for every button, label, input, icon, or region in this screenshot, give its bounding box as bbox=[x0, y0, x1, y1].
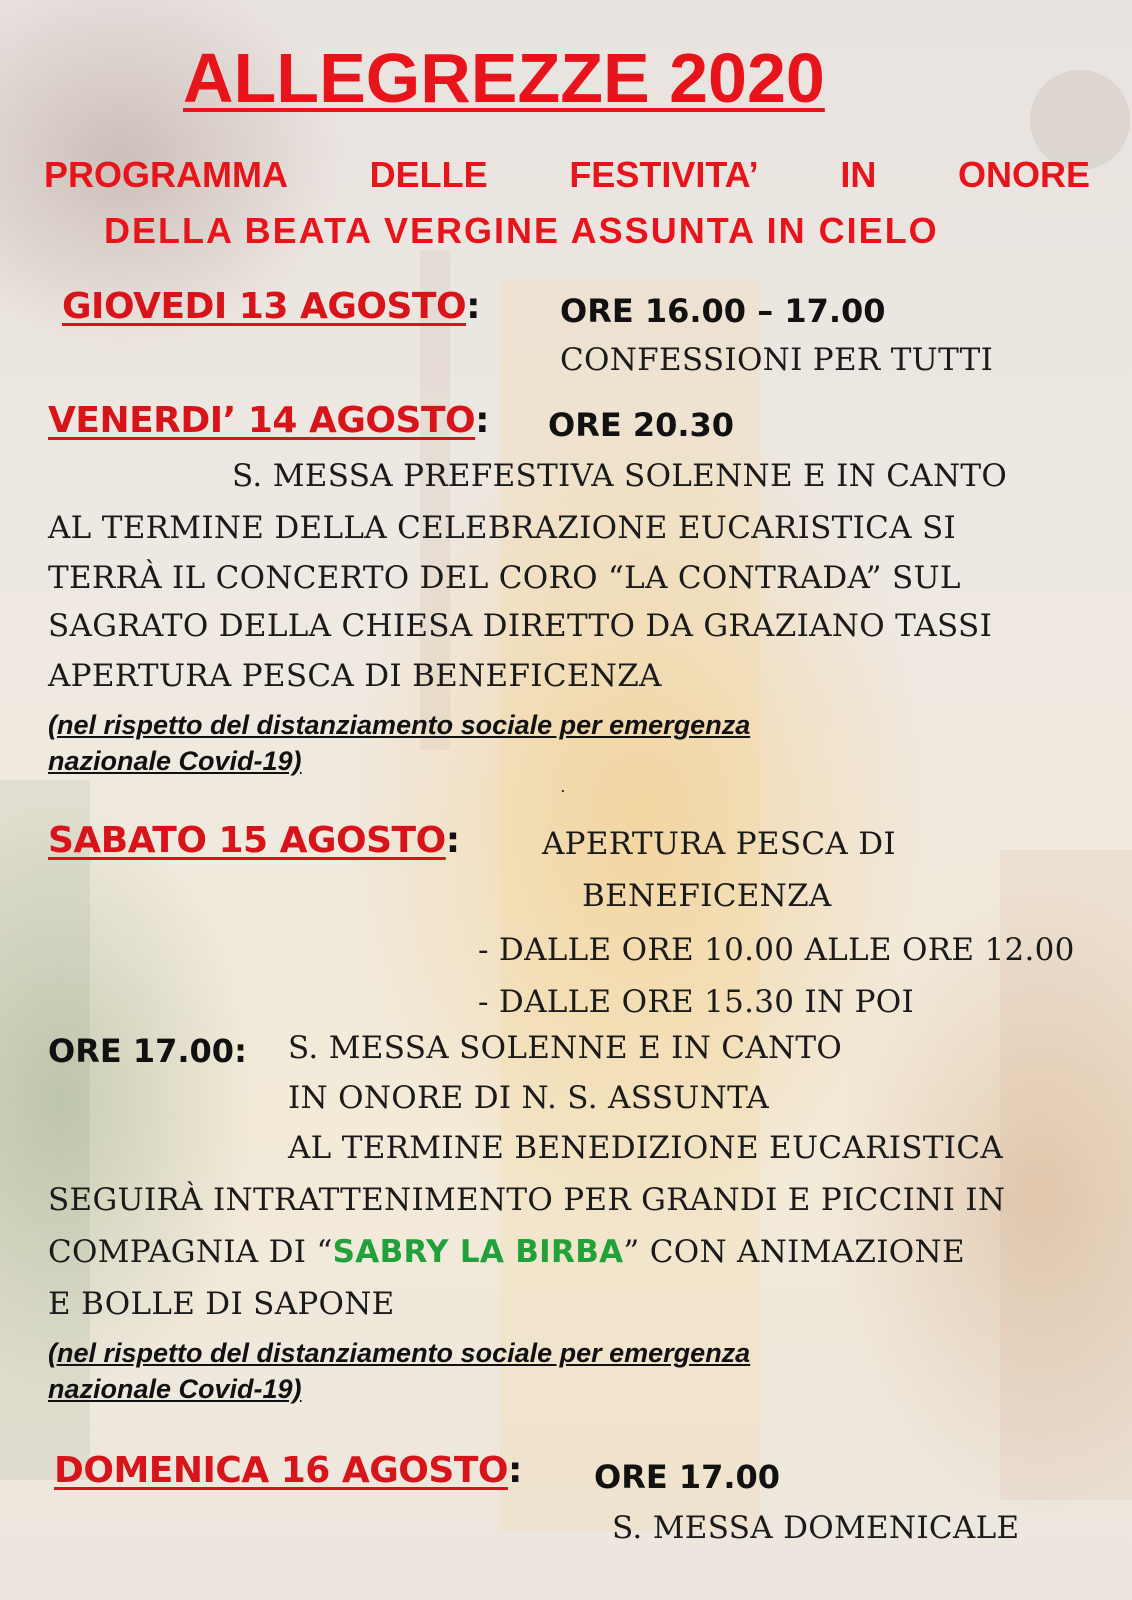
friday-note-paren: ( bbox=[48, 710, 57, 740]
saturday-heading bbox=[48, 820, 460, 861]
friday-day: VENERDI’ 14 AGOSTO bbox=[48, 400, 476, 441]
sunday-colon: : bbox=[507, 1450, 523, 1491]
sunday-text: S. MESSA DOMENICALE bbox=[612, 1510, 1020, 1546]
friday-line: AL TERMINE DELLA CELEBRAZIONE EUCARISTICA SI bbox=[48, 510, 957, 546]
saturday-colon: : bbox=[445, 820, 461, 861]
company-pre: COMPAGNIA DI “ bbox=[48, 1234, 333, 1270]
saturday-day: SABATO 15 AGOSTO bbox=[48, 820, 446, 861]
subtitle-word: DELLE bbox=[369, 154, 488, 195]
stray-dot: . bbox=[560, 776, 566, 797]
thursday-heading bbox=[62, 286, 480, 327]
thursday-time: ORE 16.00 – 17.00 bbox=[560, 292, 886, 330]
saturday-mass-line: S. MESSA SOLENNE E IN CANTO bbox=[288, 1030, 843, 1066]
sunday-day: DOMENICA 16 AGOSTO bbox=[54, 1450, 508, 1491]
friday-line: SAGRATO DELLA CHIESA DIRETTO DA GRAZIANO TASSI bbox=[48, 608, 993, 644]
friday-line: APERTURA PESCA DI BENEFICENZA bbox=[48, 658, 662, 694]
page-title: ALLEGREZZE 2020 bbox=[183, 39, 825, 117]
subtitle-word: FESTIVITA’ bbox=[569, 154, 759, 195]
thursday-day: GIOVEDI 13 AGOSTO bbox=[62, 286, 467, 327]
saturday-time: ORE 17.00: bbox=[48, 1032, 247, 1070]
thursday-colon: : bbox=[466, 286, 481, 327]
saturday-line: - DALLE ORE 15.30 IN POI bbox=[478, 984, 915, 1020]
saturday-last-line: E BOLLE DI SAPONE bbox=[48, 1286, 395, 1322]
friday-time: ORE 20.30 bbox=[548, 406, 735, 444]
subtitle-word: PROGRAMMA bbox=[44, 154, 288, 195]
saturday-mass-line: AL TERMINE BENEDIZIONE EUCARISTICA bbox=[288, 1130, 1004, 1166]
saturday-line: APERTURA PESCA DI bbox=[542, 826, 896, 862]
sunday-heading bbox=[54, 1450, 522, 1491]
friday-note bbox=[48, 710, 750, 741]
subtitle-word: IN bbox=[840, 154, 877, 195]
friday-line: S. MESSA PREFESTIVA SOLENNE E IN CANTO bbox=[232, 458, 1008, 494]
saturday-note-line-2: nazionale Covid-19) bbox=[48, 1374, 302, 1404]
subtitle-line-2: DELLA BEATA VERGINE ASSUNTA IN CIELO bbox=[104, 210, 939, 251]
friday-note-line-2: nazionale Covid-19) bbox=[48, 746, 302, 776]
friday-line: TERRÀ IL CONCERTO DEL CORO “LA CONTRADA” SUL bbox=[48, 560, 961, 596]
saturday-mass-line: IN ONORE DI N. S. ASSUNTA bbox=[288, 1080, 770, 1116]
company-post: ” CON ANIMAZIONE bbox=[623, 1234, 965, 1270]
saturday-line: BENEFICENZA bbox=[582, 878, 832, 914]
subtitle-line-1 bbox=[44, 154, 1090, 196]
subtitle-word: ONORE bbox=[957, 154, 1090, 195]
sunday-time: ORE 17.00 bbox=[594, 1458, 781, 1496]
saturday-company-line bbox=[48, 1234, 965, 1270]
saturday-line: - DALLE ORE 10.00 ALLE ORE 12.00 bbox=[478, 932, 1075, 968]
thursday-text: CONFESSIONI PER TUTTI bbox=[560, 342, 994, 378]
friday-colon: : bbox=[475, 400, 490, 441]
friday-note-line-1: nel rispetto del distanziamento sociale per emergenza bbox=[57, 710, 751, 740]
saturday-note-line-1: (nel rispetto del distanziamento sociale per emergenza bbox=[48, 1338, 751, 1368]
saturday-mass-line: SEGUIRÀ INTRATTENIMENTO PER GRANDI E PICCINI IN bbox=[48, 1182, 1006, 1218]
company-name: SABRY LA BIRBA bbox=[332, 1234, 624, 1270]
friday-heading bbox=[48, 400, 490, 441]
